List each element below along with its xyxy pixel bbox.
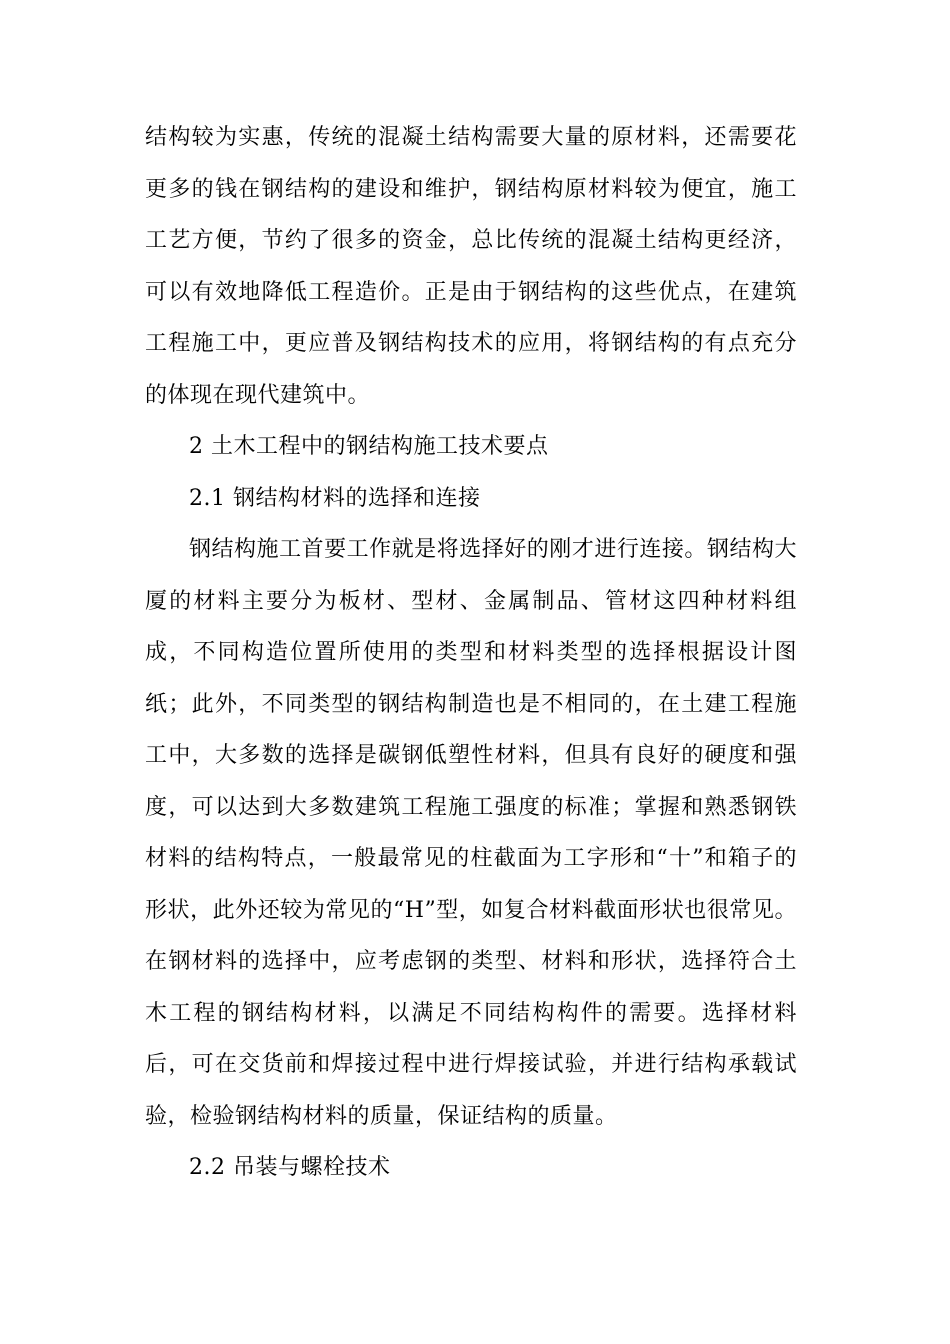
section-heading-2: 2 土木工程中的钢结构施工技术要点: [189, 434, 549, 459]
section-heading-2-2: 2.2 吊装与螺栓技术: [189, 1155, 391, 1180]
document-page: [145, 112, 797, 1194]
section-heading-2-1: 2.1 钢结构材料的选择和连接: [189, 485, 481, 511]
paragraph-material-selection: 钢结构施工首要工作就是将选择好的刚才进行连接。钢结构大厦的材料主要分为板材、型材、金属制品、管材这四种材料组成，不同构造位置所使用的类型和材料类型的选择根据设计图纸；此外，不同类型的钢结构制造也是不相同的，在土建工程施工中，大多数的选择是碳钢低塑性材料，但具有良好的硬度和强度，可以达到大多数建筑工程施工强度的标准；掌握和熟悉钢铁材料的结构特点，一般最常见的柱截面为工字形和“十”和箱子的形状，此外还较为常见的“H”型，如复合材料截面形状也很常见。在钢材料的选择中，应考虑钢的类型、材料和形状，选择符合土木工程的钢结构材料，以满足不同结构构件的需要。选择材料后，可在交货前和焊接过程中进行焊接试验，并进行结构承载试验，检验钢结构材料的质量，保证结构的质量。: [145, 537, 797, 1129]
paragraph-steel-structure-advantages: 结构较为实惠，传统的混凝土结构需要大量的原材料，还需要花更多的钱在钢结构的建设和维护，钢结构原材料较为便宜，施工工艺方便，节约了很多的资金，总比传统的混凝土结构更经济，可以有效地降低工程造价。正是由于钢结构的这些优点，在建筑工程施工中，更应普及钢结构技术的应用，将钢结构的有点充分的体现在现代建筑中。: [145, 125, 797, 408]
